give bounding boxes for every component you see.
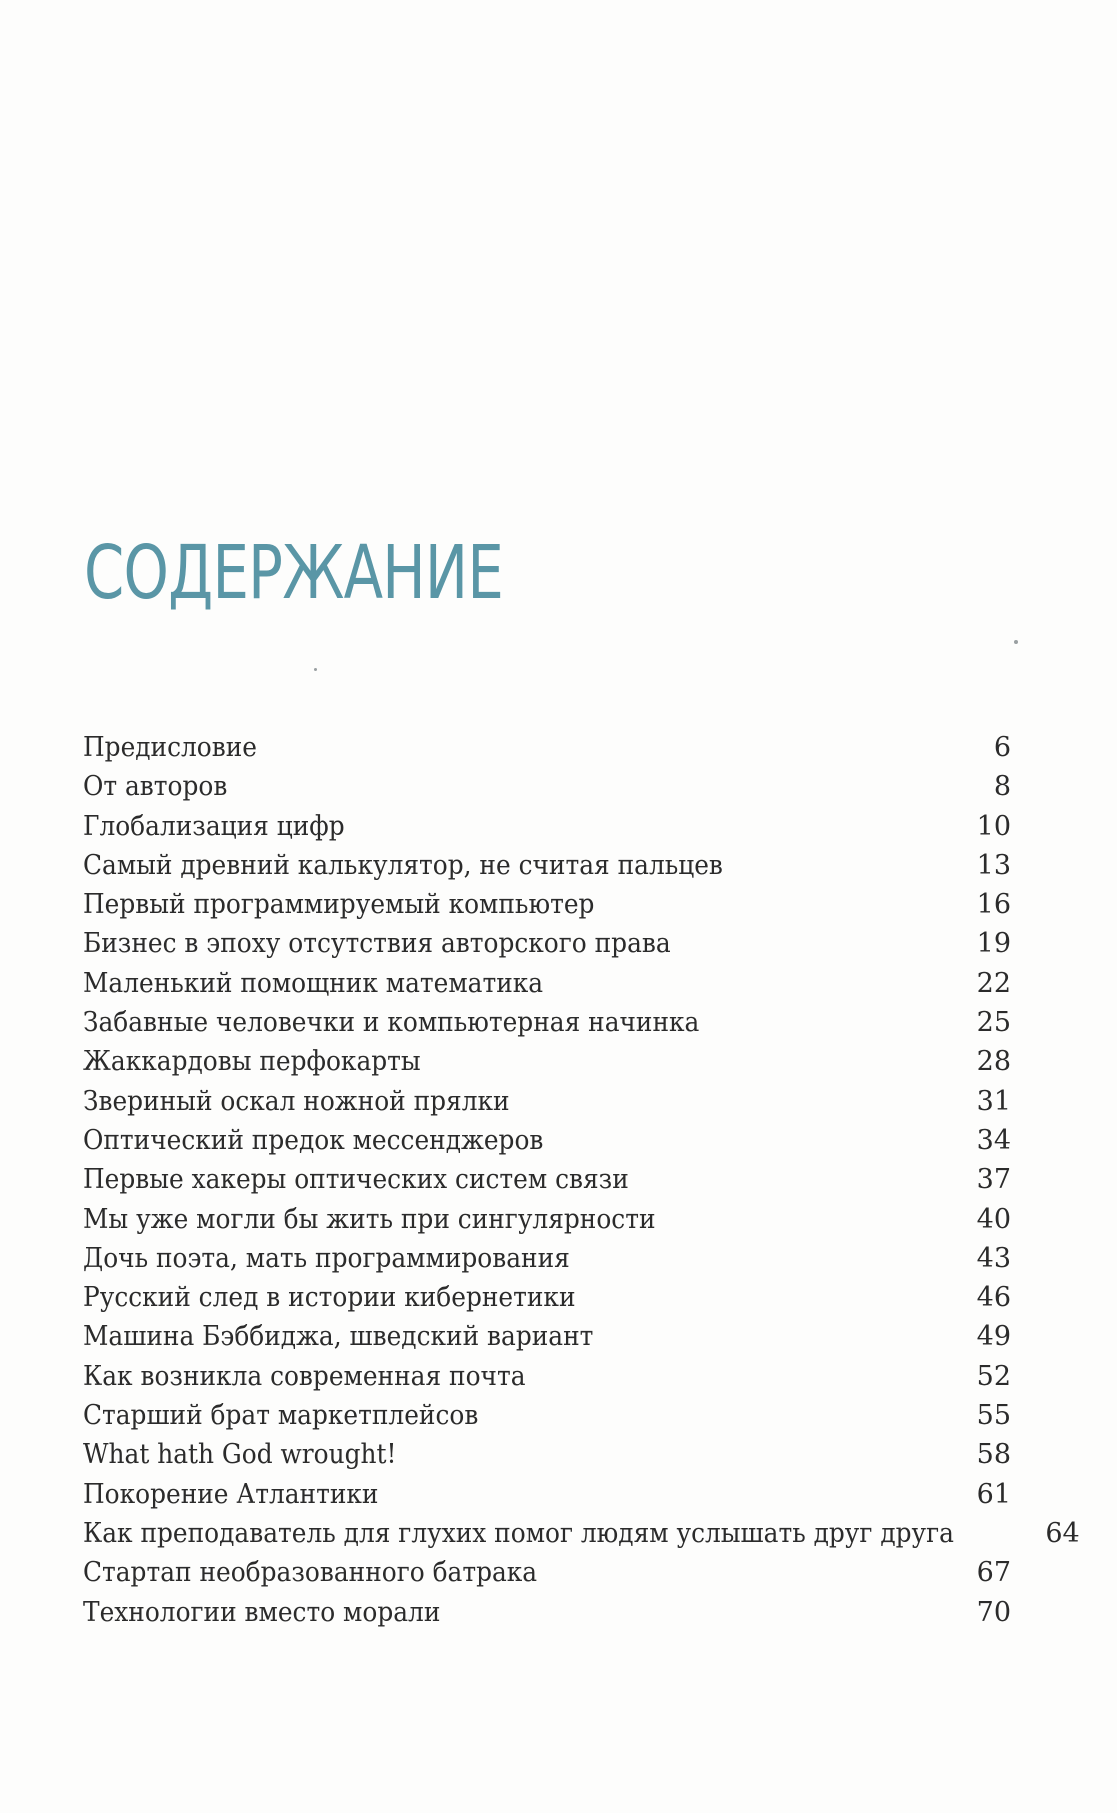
toc-entry — [83, 1514, 1080, 1553]
toc-entry-title: Забавные человечки и компьютерная начинка — [83, 1007, 700, 1039]
toc-entry — [83, 1396, 1011, 1435]
toc-entry-title: Мы уже могли бы жить при сингулярности — [83, 1203, 656, 1235]
toc-entry — [83, 1160, 1011, 1199]
toc-entry-title: What hath God wrought! — [83, 1439, 397, 1471]
toc-entry-page-number: 28 — [976, 1046, 1011, 1078]
toc-entry — [83, 1121, 1011, 1160]
toc-entry-title: Старший брат маркетплейсов — [83, 1400, 479, 1432]
toc-entry-title: Как возникла современная почта — [83, 1360, 526, 1392]
toc-entry — [83, 1593, 1011, 1632]
toc-entry — [83, 1475, 1011, 1514]
toc-entry-title: Как преподаватель для глухих помог людям услышать друг друга — [83, 1517, 954, 1549]
toc-entry-title: Жаккардовы перфокарты — [83, 1046, 421, 1078]
table-of-contents — [83, 728, 1080, 1632]
toc-entry — [83, 1082, 1011, 1121]
toc-entry-page-number: 13 — [976, 849, 1011, 881]
toc-entry — [83, 1435, 1011, 1474]
toc-entry-title: Глобализация цифр — [83, 810, 345, 842]
toc-entry-title: Оптический предок мессенджеров — [83, 1124, 544, 1156]
toc-entry-page-number: 8 — [993, 771, 1011, 803]
toc-entry — [83, 1317, 1011, 1356]
toc-entry — [83, 807, 1011, 846]
toc-entry-page-number: 64 — [1045, 1517, 1080, 1549]
toc-entry-title: Дочь поэта, мать программирования — [83, 1242, 570, 1274]
toc-entry-page-number: 61 — [976, 1478, 1011, 1510]
toc-entry-title: Первый программируемый компьютер — [83, 889, 595, 921]
toc-entry — [83, 1357, 1011, 1396]
toc-entry — [83, 1003, 1011, 1042]
toc-entry-page-number: 6 — [993, 732, 1011, 763]
toc-entry-title: Самый древний калькулятор, не считая пальцев — [83, 849, 723, 881]
toc-entry — [83, 846, 1011, 885]
toc-entry — [83, 728, 1011, 767]
toc-entry-page-number: 34 — [976, 1124, 1011, 1156]
toc-entry — [83, 1278, 1011, 1317]
toc-entry-title: Русский след в истории кибернетики — [83, 1282, 576, 1314]
toc-entry-title: Технологии вместо морали — [83, 1596, 441, 1628]
toc-entry — [83, 1553, 1011, 1592]
toc-entry-page-number: 22 — [976, 967, 1011, 999]
toc-entry-page-number: 52 — [976, 1360, 1011, 1392]
toc-entry-page-number: 25 — [976, 1007, 1011, 1039]
toc-entry — [83, 1239, 1011, 1278]
toc-entry-title: От авторов — [83, 771, 228, 803]
toc-entry-title: Маленький помощник математика — [83, 967, 544, 999]
toc-entry-page-number: 40 — [976, 1203, 1011, 1235]
paper-speck — [1014, 640, 1018, 644]
toc-entry-page-number: 16 — [976, 889, 1011, 921]
toc-entry-page-number: 43 — [976, 1242, 1011, 1274]
toc-entry — [83, 885, 1011, 924]
paper-speck — [314, 668, 317, 671]
toc-entry — [83, 964, 1011, 1003]
toc-entry-page-number: 58 — [976, 1439, 1011, 1471]
toc-entry-title: Первые хакеры оптических систем связи — [83, 1164, 629, 1196]
toc-entry — [83, 1042, 1011, 1081]
toc-entry-page-number: 31 — [976, 1085, 1011, 1117]
toc-entry-title: Звериный оскал ножной прялки — [83, 1085, 510, 1117]
toc-heading: СОДЕРЖАНИЕ — [84, 530, 504, 616]
toc-entry-page-number: 70 — [976, 1596, 1011, 1628]
toc-entry — [83, 924, 1011, 963]
toc-entry-page-number: 10 — [976, 810, 1011, 842]
toc-entry-title: Предисловие — [83, 732, 258, 763]
toc-entry-page-number: 67 — [976, 1557, 1011, 1589]
toc-entry-title: Покорение Атлантики — [83, 1478, 379, 1510]
toc-entry-page-number: 49 — [976, 1321, 1011, 1353]
toc-entry-page-number: 55 — [976, 1400, 1011, 1432]
toc-entry-page-number: 19 — [976, 928, 1011, 960]
toc-entry — [83, 767, 1011, 806]
toc-entry-title: Стартап необразованного батрака — [83, 1557, 538, 1589]
toc-entry-page-number: 37 — [976, 1164, 1011, 1196]
toc-entry-page-number: 46 — [976, 1282, 1011, 1314]
toc-entry-title: Машина Бэббиджа, шведский вариант — [83, 1321, 594, 1353]
toc-entry-title: Бизнес в эпоху отсутствия авторского права — [83, 928, 671, 960]
toc-entry — [83, 1200, 1011, 1239]
